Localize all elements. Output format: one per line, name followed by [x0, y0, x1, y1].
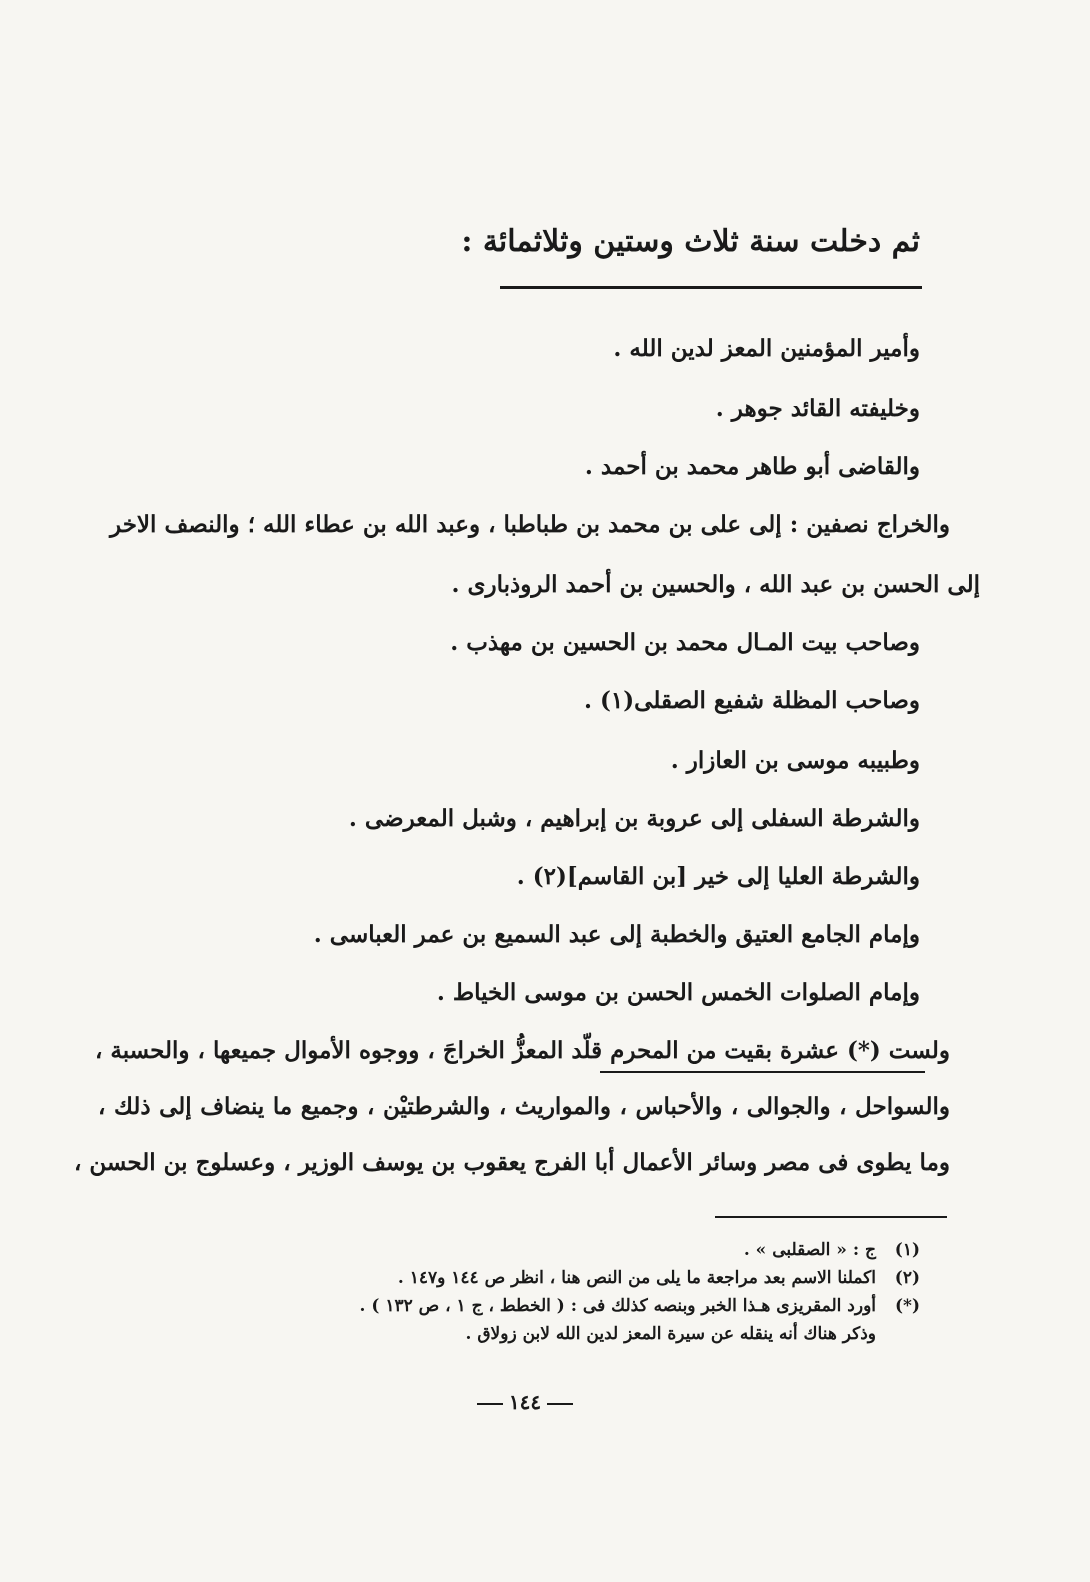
text-line: وما يطوى فى مصر وسائر الأعمال أبا الفرج يعقوب بن يوسف الوزير ، وعسلوج بن الحسن ، [73, 1149, 950, 1176]
footnote [360, 1294, 920, 1318]
page-number [470, 1390, 580, 1414]
footnote [398, 1266, 920, 1290]
footnote-text: أورد المقريزى هـذا الخبر وبنصه كذلك فى : ( الخطط ، ج ١ ، ص ١٣٢ ) . [359, 1296, 876, 1316]
text-line: والقاضى أبو طاهر محمد بن أحمد . [584, 453, 920, 480]
text-line: والخراج نصفين : إلى على بن محمد بن طباطبا ، وعبد الله بن عطاء الله ؛ والنصف الاخر [110, 511, 950, 538]
dash-right [547, 1403, 573, 1405]
text-line: والشرطة السفلى إلى عروبة بن إبراهيم ، وشبل المعرضى . [348, 805, 920, 832]
text-line: وخليفته القائد جوهر . [715, 395, 920, 422]
page-number-value: ١٤٤ [508, 1390, 542, 1414]
text-line: وصاحب بيت المـال محمد بن الحسين بن مهذب . [450, 629, 920, 656]
footnote-text: اكملنا الاسم بعد مراجعة ما يلى من النص هنا ، انظر ص ١٤٤ و١٤٧ . [397, 1268, 876, 1288]
text-line: ولست (*) عشرة بقيت من المحرم قلّد المعزُّ الخراجَ ، ووجوه الأموال جميعها ، والحسبة ، [94, 1037, 950, 1064]
footnote-number: (٢) [894, 1268, 920, 1288]
footnote-text: ج : « الصقلبى » . [743, 1240, 876, 1260]
text-line: وإمام الجامع العتيق والخطبة إلى عبد السميع بن عمر العباسى . [313, 921, 920, 948]
footnote [466, 1322, 920, 1346]
footnote-text: وذكر هناك أنه ينقله عن سيرة المعز لدين الله لابن زولاق . [465, 1324, 876, 1344]
footnote-separator [715, 1216, 947, 1218]
text-line: وصاحب المظلة شفيع الصقلى(١) . [584, 687, 920, 714]
text-line: وطبيبه موسى بن العازار . [670, 747, 920, 774]
footnote [744, 1238, 920, 1262]
section-heading: ثم دخلت سنة ثلاث وستين وثلاثمائة : [461, 224, 920, 259]
text-line: والشرطة العليا إلى خير [بن القاسم](٢) . [516, 863, 920, 890]
text-line: والسواحل ، والجوالى ، والأحباس ، والمواريث ، والشرطتيْن ، وجميع ما ينضاف إلى ذلك ، [98, 1093, 950, 1120]
text-underline [600, 1071, 925, 1073]
dash-left [477, 1403, 503, 1405]
heading-underline [500, 286, 922, 289]
footnote-number: (*) [895, 1296, 920, 1316]
text-line: وإمام الصلوات الخمس الحسن بن موسى الخياط . [436, 979, 920, 1006]
text-line: إلى الحسن بن عبد الله ، والحسين بن أحمد الروذبارى . [451, 571, 980, 598]
text-line: وأمير المؤمنين المعز لدين الله . [613, 335, 920, 362]
footnote-number: (١) [894, 1240, 920, 1260]
